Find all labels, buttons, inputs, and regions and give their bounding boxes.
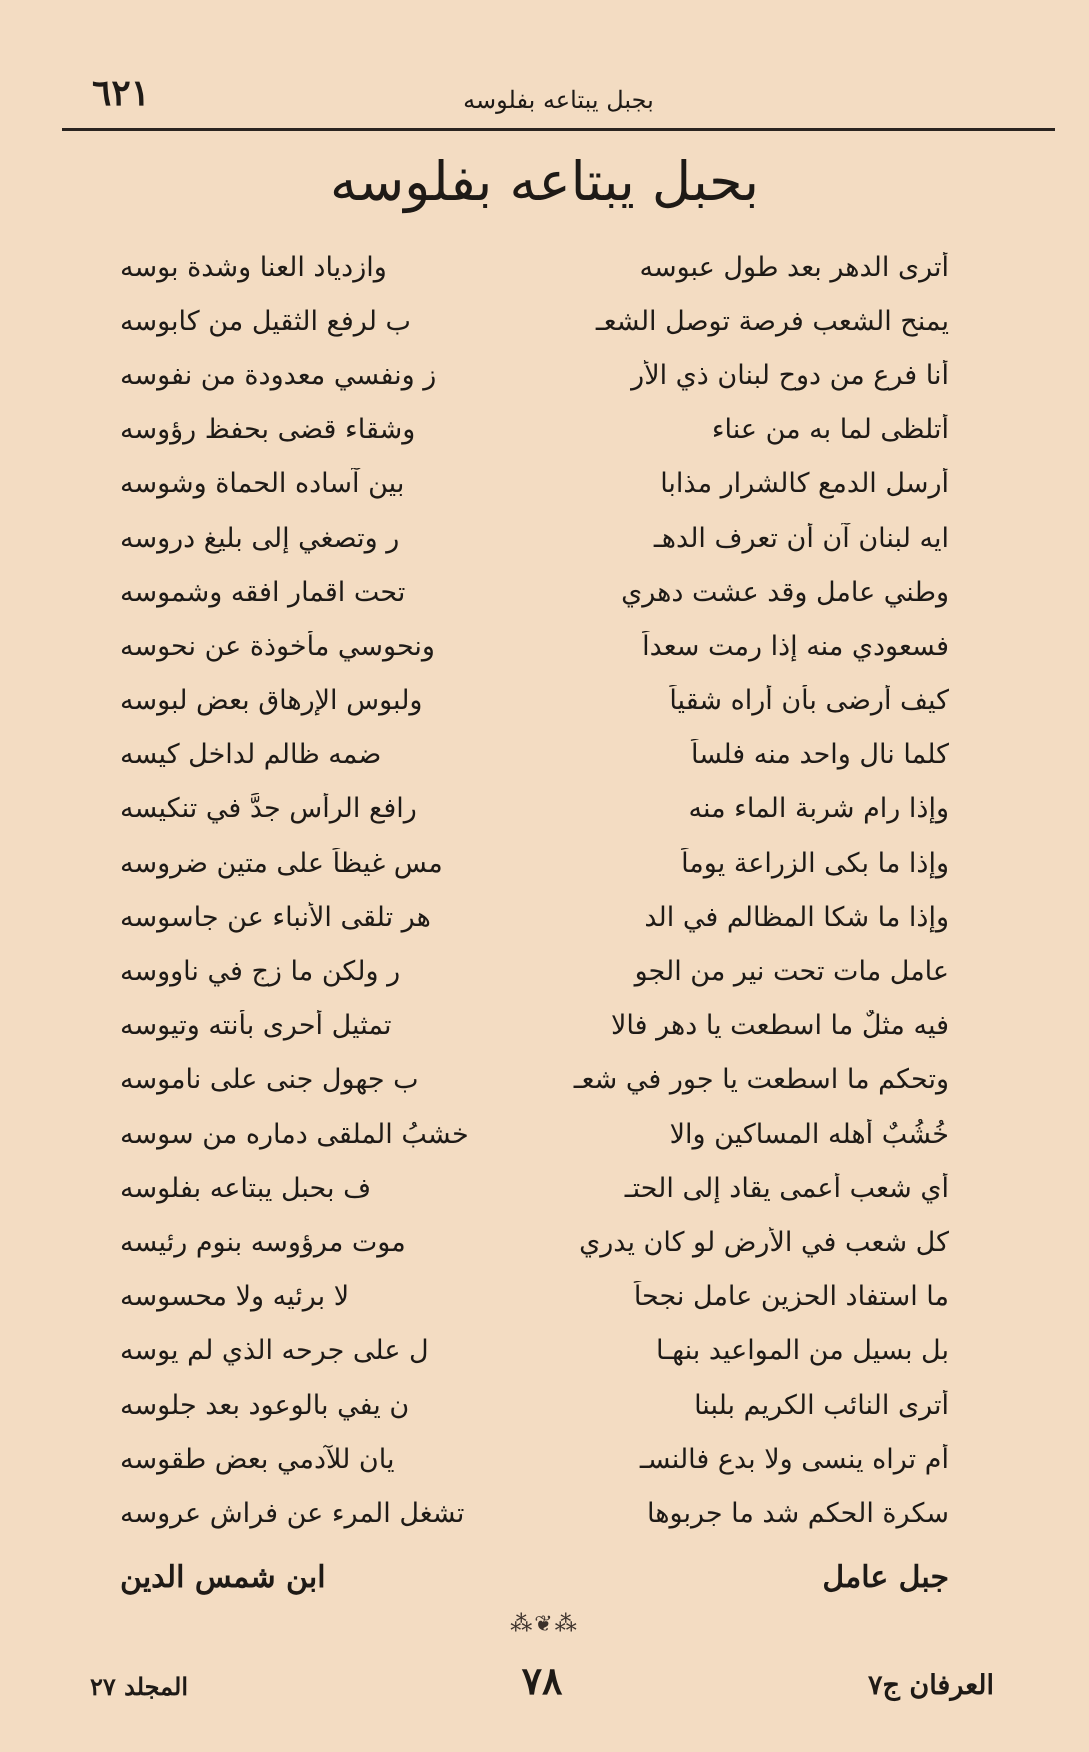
hemistich-second: ف بحبل يبتاعه بفلوسه <box>120 1172 372 1204</box>
hemistich-second: ب لرفع الثقيل من كابوسه <box>120 305 411 337</box>
hemistich-first: ايه لبنان آن أن تعرف الدهـ <box>653 522 949 554</box>
hemistich-second: تحت اقمار افقه وشموسه <box>120 576 406 608</box>
hemistich-first: عامل مات تحت نير من الجو <box>634 956 949 988</box>
hemistich-first: وطني عامل وقد عشت دهري <box>621 576 949 608</box>
poem-line <box>120 1215 949 1269</box>
hemistich-first: كيف أرضى بأن أراه شقياً <box>669 685 949 717</box>
hemistich-second: ز ونفسي معدودة من نفوسه <box>120 359 437 391</box>
hemistich-second: هر تلقى الأنباء عن جاسوسه <box>120 901 431 933</box>
poem-line <box>120 403 949 457</box>
hemistich-second: ن يفي بالوعود بعد جلوسه <box>120 1389 410 1421</box>
hemistich-second: ر ولكن ما زج في ناووسه <box>120 956 401 988</box>
hemistich-second: ب جهول جنى على ناموسه <box>120 1064 419 1096</box>
poem-line <box>120 944 949 998</box>
hemistich-first: أتلظى لما به من عناء <box>711 414 949 446</box>
signature-place: جبل عامل <box>822 1560 949 1595</box>
hemistich-first: ما استفاد الحزين عامل نجحاً <box>633 1281 949 1313</box>
hemistich-second: تمثيل أحرى بأنته وتيوسه <box>120 1010 392 1042</box>
hemistich-first: فيه مثلٌ ما اسطعت يا دهر فالا <box>610 1010 949 1042</box>
hemistich-second: موت مرؤوسه بنوم رئيسه <box>120 1226 406 1258</box>
running-head <box>62 60 1055 126</box>
poem-line <box>120 674 949 728</box>
hemistich-second: وازدياد العنا وشدة بوسه <box>120 251 387 283</box>
ornament-divider: ⁂❦⁂ <box>510 1612 579 1637</box>
poem-line <box>120 890 949 944</box>
footer-journal: العرفان ج٧ <box>868 1670 994 1701</box>
hemistich-first: وإذا ما بكى الزراعة يوماً <box>681 847 949 879</box>
hemistich-first: خُشُبٌ أهله المساكين والا <box>669 1118 949 1150</box>
poem-line <box>120 348 949 402</box>
hemistich-first: أي شعب أعمى يقاد إلى الحتـ <box>624 1172 949 1204</box>
poem-title: بحبل يبتاعه بفلوسه <box>330 150 759 213</box>
poem-line <box>120 619 949 673</box>
footer-volume: المجلد ٢٧ <box>90 1672 189 1701</box>
poem-line <box>120 1053 949 1107</box>
hemistich-second: خشبُ الملقى دماره من سوسه <box>120 1118 469 1150</box>
poem-line <box>120 1324 949 1378</box>
hemistich-first: أرسل الدمع كالشرار مذابا <box>660 468 949 500</box>
hemistich-second: وشقاء قضى بحفظ رؤوسه <box>120 414 416 446</box>
hemistich-first: أترى النائب الكريم بلبنا <box>694 1389 949 1421</box>
poem-line <box>120 782 949 836</box>
hemistich-first: وإذا ما شكا المظالم في الد <box>644 901 949 933</box>
hemistich-second: ونحوسي مأخوذة عن نحوسه <box>120 630 435 662</box>
hemistich-second: ضمه ظالم لداخل كيسه <box>120 739 382 771</box>
hemistich-first: أم تراه ينسى ولا بدع فالنسـ <box>639 1443 949 1475</box>
signature-author: ابن شمس الدين <box>120 1560 326 1595</box>
poem-line <box>120 836 949 890</box>
hemistich-second: ولبوس الإرهاق بعض لبوسه <box>120 685 423 717</box>
hemistich-first: أنا فرع من دوح لبنان ذي الأر <box>631 359 949 391</box>
poem-line <box>120 1378 949 1432</box>
hemistich-first: وإذا رام شربة الماء منه <box>688 793 949 825</box>
hemistich-second: ر وتصغي إلى بليغ دروسه <box>120 522 400 554</box>
hemistich-second: لا برئيه ولا محسوسه <box>120 1281 350 1313</box>
hemistich-first: وتحكم ما اسطعت يا جور في شعـ <box>573 1064 949 1096</box>
poem-line <box>120 1432 949 1486</box>
poem-line <box>120 1270 949 1324</box>
poem-line <box>120 1107 949 1161</box>
poem-line <box>120 294 949 348</box>
poem-line <box>120 511 949 565</box>
page-footer <box>90 1658 994 1708</box>
hemistich-first: فسعودي منه إذا رمت سعداً <box>642 630 949 662</box>
footer-page-number: ٧٨ <box>521 1658 563 1703</box>
hemistich-first: سكرة الحكم شد ما جربوها <box>647 1497 949 1529</box>
hemistich-second: رافع الرأس جدَّ في تنكيسه <box>120 793 417 825</box>
poem-line <box>120 240 949 294</box>
poem-line <box>120 999 949 1053</box>
hemistich-first: أترى الدهر بعد طول عبوسه <box>639 251 949 283</box>
poem-line <box>120 728 949 782</box>
hemistich-second: تشغل المرء عن فراش عروسه <box>120 1497 465 1529</box>
signature-row <box>120 1560 949 1595</box>
running-title: بجبل يبتاعه بفلوسه <box>463 86 654 114</box>
poem-line <box>120 1161 949 1215</box>
hemistich-second: يان للآدمي بعض طقوسه <box>120 1443 395 1475</box>
hemistich-second: ل على جرحه الذي لم يوسه <box>120 1335 429 1367</box>
poem-body <box>120 240 949 1541</box>
page-number: ٦٢١ <box>92 72 151 114</box>
hemistich-first: كل شعب في الأرض لو كان يدري <box>579 1226 949 1258</box>
header-rule <box>62 128 1055 131</box>
hemistich-second: مس غيظاً على متين ضروسه <box>120 847 443 879</box>
hemistich-first: بل بسيل من المواعيد بنهـا <box>656 1335 949 1367</box>
poem-line <box>120 457 949 511</box>
hemistich-second: بين آساده الحماة وشوسه <box>120 468 405 500</box>
hemistich-first: يمنح الشعب فرصة توصل الشعـ <box>595 305 949 337</box>
hemistich-first: كلما نال واحد منه فلساً <box>691 739 949 771</box>
poem-line <box>120 1486 949 1540</box>
poem-line <box>120 565 949 619</box>
